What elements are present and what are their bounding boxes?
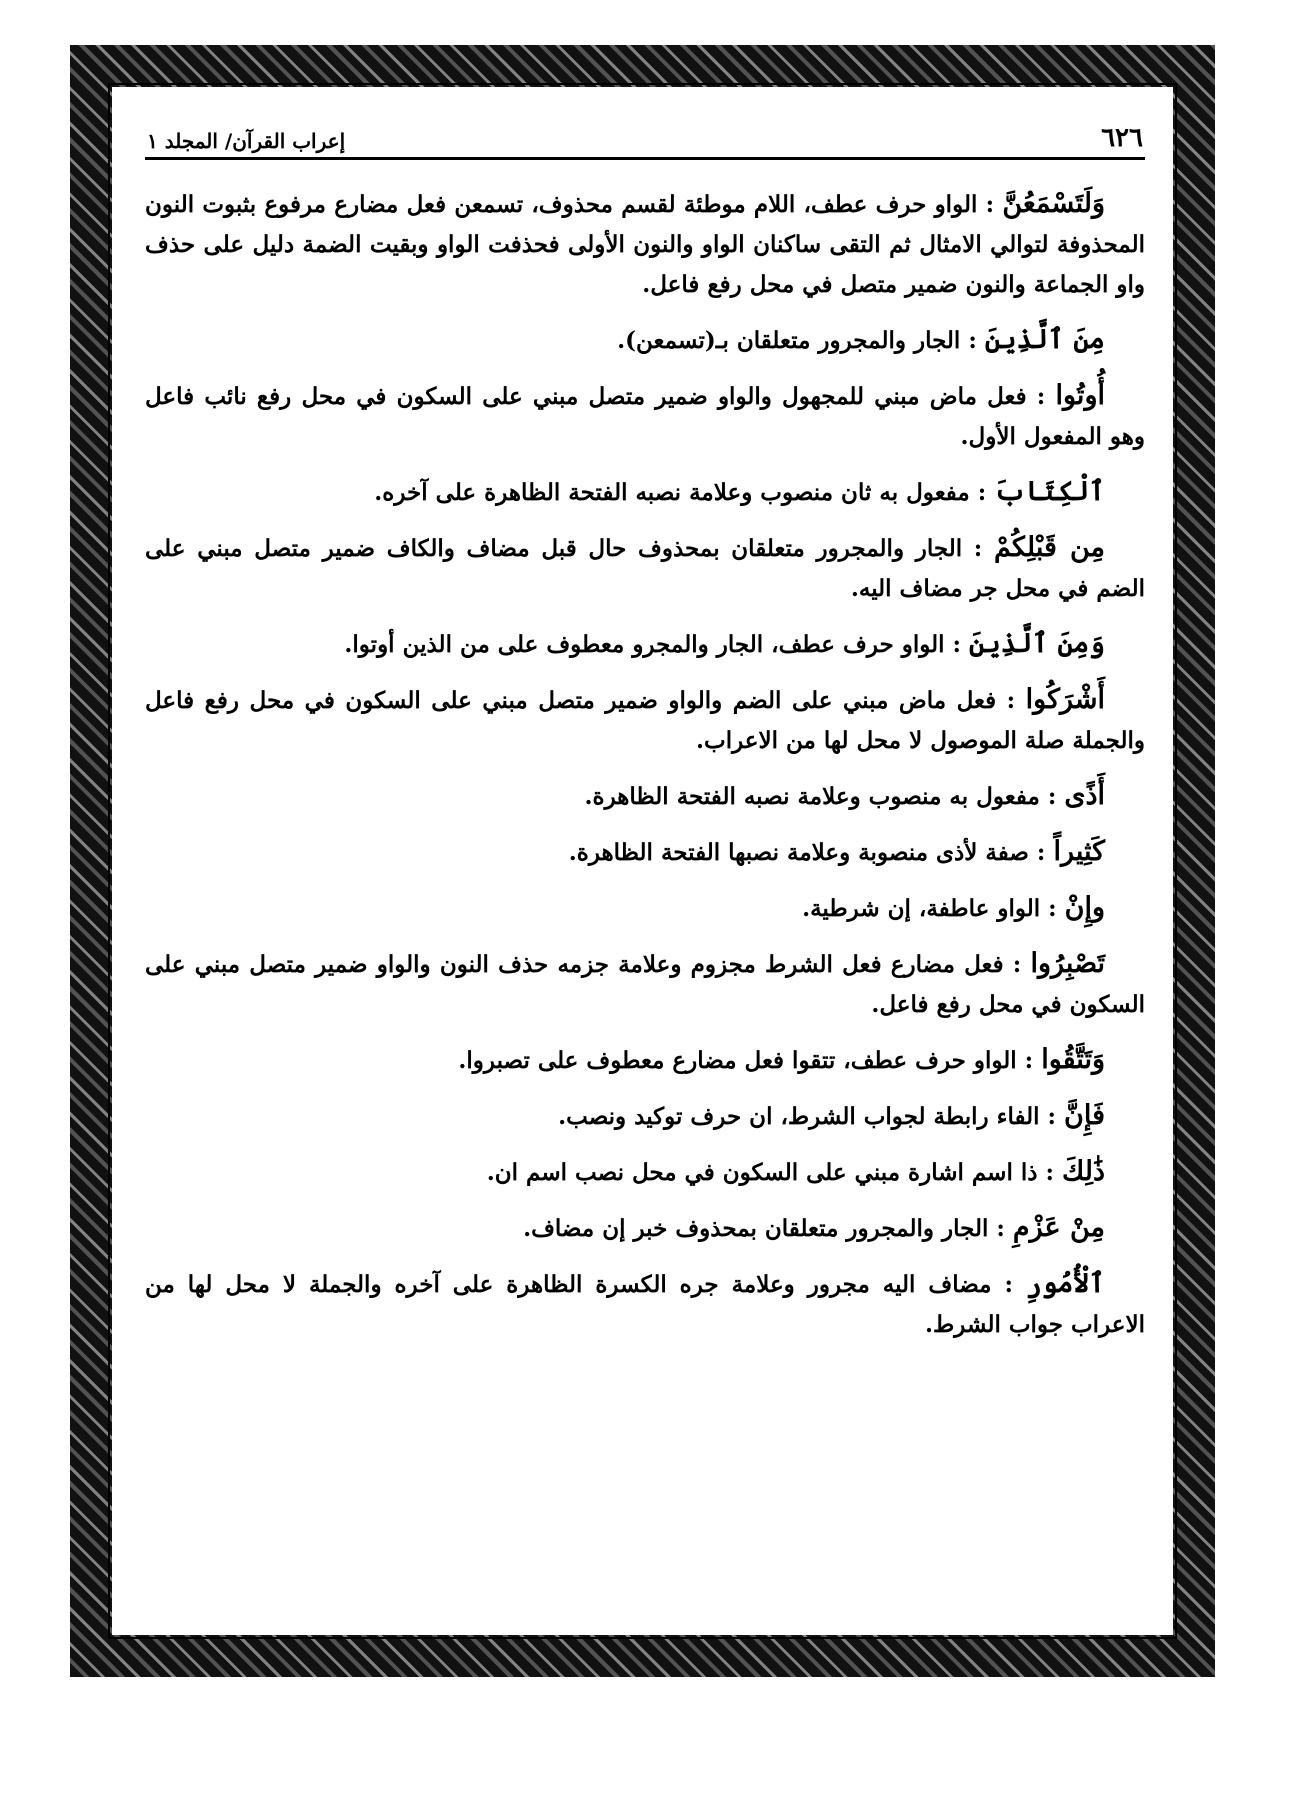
entry-term: وَتَتَّقُوا	[1041, 1044, 1105, 1075]
entry-term: ذَٰلِكَ	[1061, 1156, 1105, 1187]
entry-term: تَصْبِرُوا	[1030, 948, 1105, 979]
entry	[145, 376, 1145, 457]
page-content	[145, 115, 1145, 1615]
entry	[145, 472, 1145, 513]
entry-term: فَإِنَّ	[1064, 1100, 1105, 1131]
entry-term: ٱلْأُمُورِ	[1025, 1268, 1105, 1299]
entry	[145, 1264, 1145, 1345]
entry-text: : الجار والمجرور متعلقان بمحذوف حال قبل مضاف والكاف ضمير متصل مبني على الضم في محل جر مضاف اليه.	[145, 535, 1145, 602]
entry	[145, 888, 1145, 929]
page-number: ٦٢٦	[1101, 123, 1143, 153]
entry-text: : الجار والمجرور متعلقان بـ(تسمعن).	[617, 327, 985, 354]
entry-text: : مفعول به منصوب وعلامة نصبه الفتحة الظاهرة.	[584, 783, 1065, 810]
running-title: إعراب القرآن/ المجلد ١	[147, 129, 346, 153]
entry-term: مِنْ عَزْمِ	[1012, 1212, 1105, 1243]
entry	[145, 1096, 1145, 1137]
entry-text: : الفاء رابطة لجواب الشرط، ان حرف توكيد ونصب.	[558, 1103, 1065, 1130]
entry	[145, 944, 1145, 1025]
entry-text: : فعل ماض مبني للمجهول والواو ضمير متصل مبني على السكون في محل رفع نائب فاعل وهو المفعول الأول.	[145, 383, 1145, 450]
entry-text: : ذا اسم اشارة مبني على السكون في محل نصب اسم ان.	[486, 1159, 1062, 1186]
entry-text: : فعل ماض مبني على الضم والواو ضمير متصل مبني على السكون في محل رفع فاعل والجملة صلة الموصول لا محل لها من الاعراب.	[145, 687, 1145, 754]
entry-text: : فعل مضارع فعل الشرط مجزوم وعلامة جزمه حذف النون والواو ضمير متصل مبني على السكون في محل رفع فاعل.	[145, 951, 1145, 1018]
entry-text: : صفة لأذى منصوبة وعلامة نصبها الفتحة الظاهرة.	[568, 839, 1054, 866]
entry	[145, 776, 1145, 817]
entries-list	[145, 184, 1145, 1345]
entry-text: : الواو حرف عطف، تتقوا فعل مضارع معطوف على تصبروا.	[458, 1047, 1042, 1074]
entry-term: وَلَتَسْمَعُنَّ	[1002, 188, 1105, 219]
entry	[145, 1152, 1145, 1193]
entry-term: وَمِنَ ٱلَّذِينَ	[969, 628, 1105, 659]
entry-text: : مضاف اليه مجرور وعلامة جره الكسرة الظاهرة على آخره والجملة لا محل لها من الاعراب جواب الشرط.	[145, 1271, 1145, 1338]
entry-text: : الواو عاطفة، إن شرطية.	[802, 895, 1065, 922]
entry-text: : الواو حرف عطف، اللام موطئة لقسم محذوف، تسمعن فعل مضارع مرفوع بثبوت النون المحذوفة لتوالي الامثال ثم التقى ساكنان الواو والنون الأولى فحذفت الواو وبقيت الضمة دليل على حذف واو الجماعة والنون ضمير متصل في محل رفع فاعل.	[145, 191, 1145, 298]
entry	[145, 1040, 1145, 1081]
entry	[145, 528, 1145, 609]
entry-term: ٱلْكِتَابَ	[994, 476, 1105, 507]
entry-text: : الواو حرف عطف، الجار والمجرو معطوف على من الذين أوتوا.	[344, 631, 970, 658]
entry	[145, 624, 1145, 665]
entry-term: وإِنْ	[1064, 892, 1105, 923]
entry-term: أَذًى	[1064, 780, 1105, 811]
entry-term: أُوتُوا	[1055, 380, 1105, 411]
entry-term: مِن قَبْلِكُمْ	[994, 532, 1105, 563]
entry-term: مِنَ ٱلَّذِينَ	[984, 324, 1105, 355]
entry	[145, 184, 1145, 305]
entry	[145, 1208, 1145, 1249]
entry	[145, 832, 1145, 873]
entry-text: : مفعول به ثان منصوب وعلامة نصبه الفتحة الظاهرة على آخره.	[374, 479, 995, 506]
page-header	[145, 115, 1145, 160]
entry-term: أَشْرَكُوا	[1025, 684, 1105, 715]
entry-text: : الجار والمجرور متعلقان بمحذوف خبر إن مضاف.	[523, 1215, 1013, 1242]
entry	[145, 320, 1145, 361]
entry-term: كَثِيراً	[1053, 836, 1105, 867]
entry	[145, 680, 1145, 761]
